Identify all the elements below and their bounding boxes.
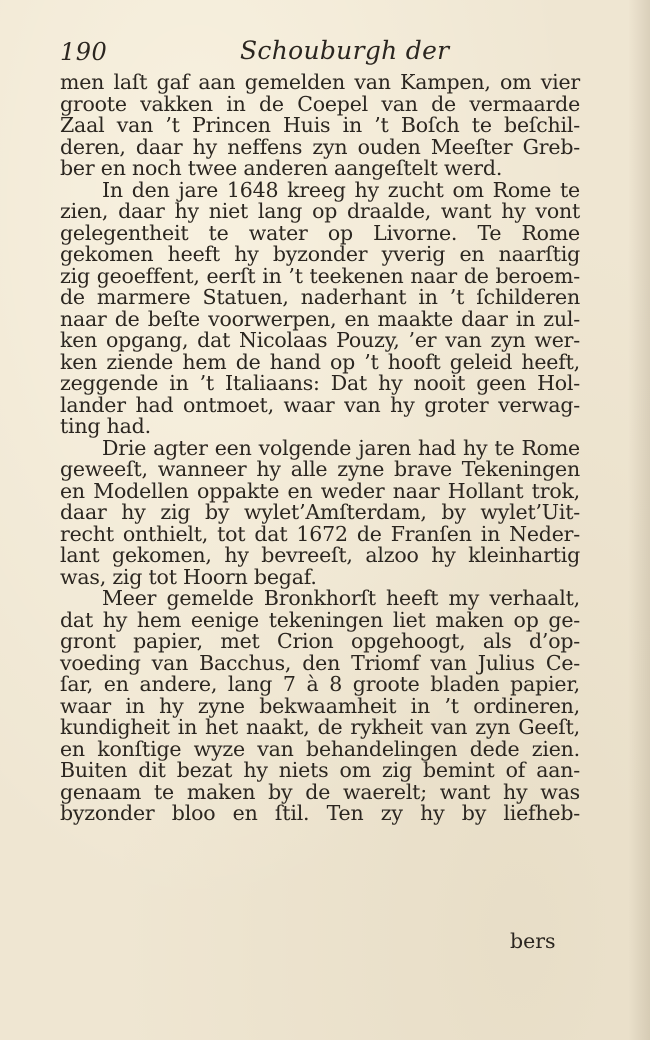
text-line: recht onthielt, tot dat 1672 de Franſen in Neder- (60, 521, 580, 546)
text-line: ting had. (60, 414, 151, 438)
text-line: ken ziende hem de hand op ’t hooft geleid heeft, (60, 349, 580, 374)
text-line: waar in hy zyne bekwaamheit in ’t ordineren, (60, 693, 580, 718)
text-line: geweeſt, wanneer hy alle zyne brave Tekeningen (60, 457, 580, 481)
body-text (60, 72, 580, 825)
text-line: In den jare 1648 kreeg hy zucht om Rome te (102, 177, 580, 202)
text-line: Buiten dit bezat hy niets om zig bemint of aan- (60, 758, 580, 782)
text-line: en Modellen oppakte en weder naar Hollant trok, (60, 478, 580, 503)
page-edge-shadow (628, 0, 650, 1040)
text-line: ſar, en andere, lang 7 à 8 groote bladen papier, (60, 672, 580, 696)
text-line: gelegentheit te water op Livorne. Te Rome (60, 220, 580, 245)
text-line: Drie agter een volgende jaren had hy te Rome (102, 435, 580, 460)
text-line: kundigheit in het naakt, de rykheit van zyn Geeſt, (60, 715, 580, 739)
running-head (60, 34, 580, 70)
text-line: lander had ontmoet, waar van hy groter verwag- (60, 392, 580, 417)
text-line: naar de beſte voorwerpen, en maakte daar in zul- (60, 306, 580, 331)
catchword: bers (510, 929, 556, 953)
text-line: Zaal van ’t Princen Huis in ’t Boſch te beſchil- (60, 113, 580, 137)
text-line: ber en noch twee anderen aangeſtelt werd. (60, 156, 503, 180)
text-line: zien, daar hy niet lang op draalde, want hy vont (60, 199, 580, 223)
text-line: dat hy hem eenige tekeningen liet maken op ge- (60, 607, 580, 632)
text-line: men laſt gaf aan gemelden van Kampen, om vier (60, 70, 580, 94)
text-line: gront papier, met Crion opgehoogt, als d’op- (60, 629, 580, 653)
text-line: en konſtige wyze van behandelingen dede zien. (60, 736, 580, 761)
text-line: genaam te maken by de waerelt; want hy was (60, 779, 580, 804)
text-line: lant gekomen, hy bevreeſt, alzoo hy kleinhartig (60, 543, 580, 567)
text-line: was, zig tot Hoorn begaf. (60, 564, 317, 589)
text-line: de marmere Statuen, naderhant in ’t ſchilderen (60, 285, 580, 309)
text-line: byzonder bloo en ſtil. Ten zy hy by liefheb- (60, 801, 580, 825)
running-title: Schouburgh der (240, 36, 450, 65)
text-line: daar hy zig by wylet’Amſterdam, by wylet’Uit- (60, 500, 580, 524)
page-number: 190 (60, 38, 108, 66)
text-line: zeggende in ’t Italiaans: Dat hy nooit geen Hol- (60, 371, 580, 395)
text-line: gekomen heeft hy byzonder yverig en naarſtig (60, 242, 580, 266)
text-line: Meer gemelde Bronkhorſt heeft my verhaalt, (102, 586, 580, 610)
text-line: deren, daar hy neffens zyn ouden Meeſter Greb- (60, 134, 580, 159)
text-line: ken opgang, dat Nicolaas Pouzy, ’er van zyn wer- (60, 328, 580, 352)
text-line: voeding van Bacchus, den Triomf van Julius Ce- (60, 650, 580, 675)
text-line: zig geoeffent, eerſt in ’t teekenen naar de beroem- (60, 263, 580, 288)
text-line: groote vakken in de Coepel van de vermaarde (60, 91, 580, 116)
